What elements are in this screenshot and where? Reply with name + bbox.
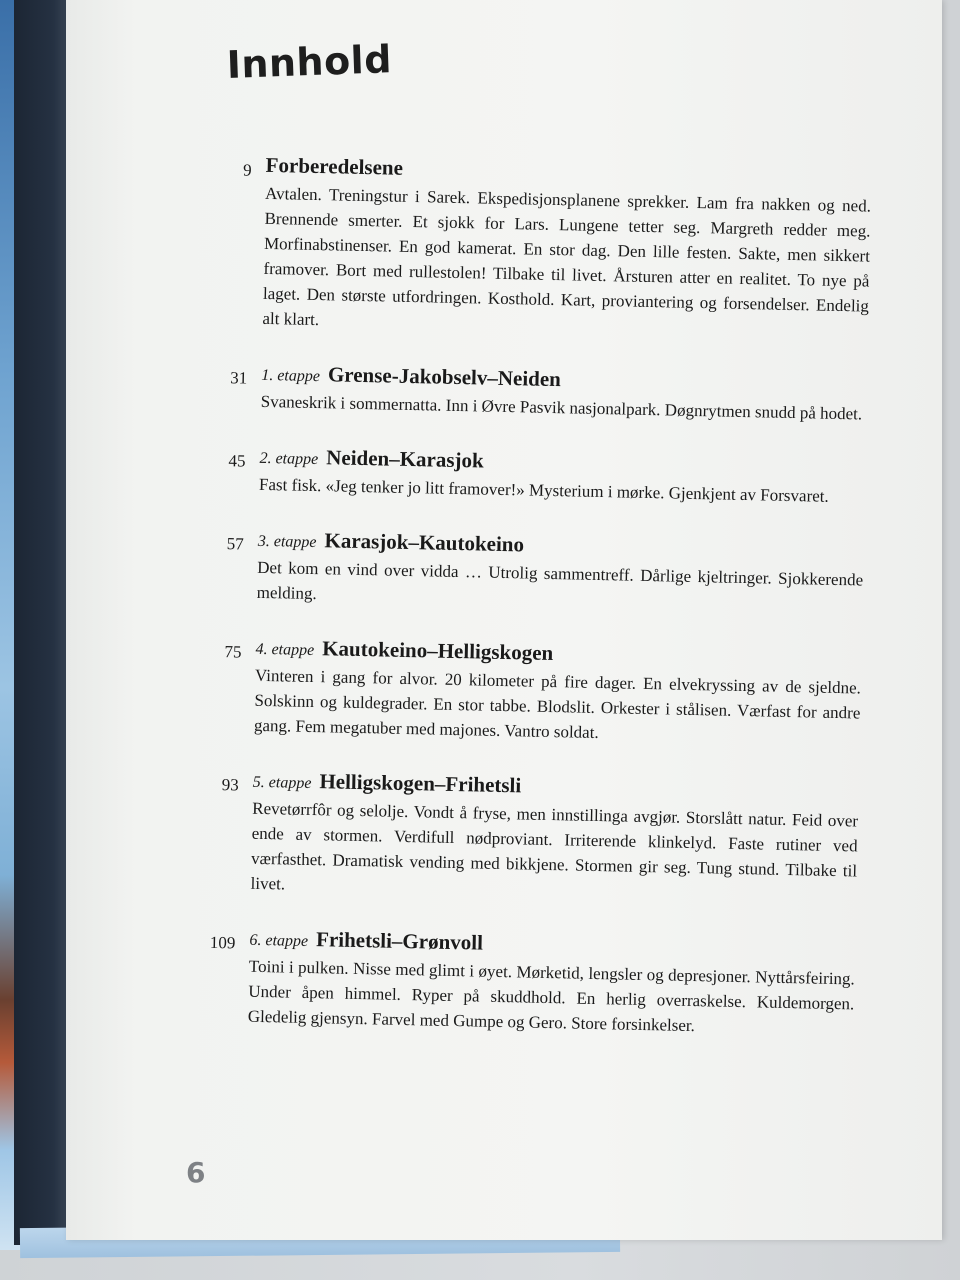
toc-description: Avtalen. Treningstur i Sarek. Ekspedisjonsplanene sprekker. Lam fra nakken og ned. Brennende smerter. Et sjokk for Lars. Lungene tetter seg. Margreth redder meg. Morfinabstinenser. En god kamerat. En stor dag. Den lille festen. Sakte, men sikkert framover. Bort med rullestolen! Tilbake til livet. Årsturen atter en realitet. To nye på laget. Den største utfordringen. Kosthold. Kart, proviantering og forsendelser. Endelig alt klart.	[262, 183, 872, 330]
toc-description: Svaneskrik i sommernatta. Inn i Øvre Pasvik nasjonalpark. Døgnrytmen snudd på hodet.	[260, 391, 863, 424]
toc-titles	[259, 444, 484, 474]
toc-page-number: 45	[228, 451, 246, 471]
toc-entry	[216, 358, 877, 427]
toc-description: Fast fisk. «Jeg tenker jo litt framover!» Mysterium i mørke. Gjenkjent av Forsvaret.	[258, 474, 829, 506]
toc-stage-label: 3. etappe	[257, 532, 317, 552]
toc-titles	[258, 527, 525, 558]
page-heading: Innhold	[226, 37, 393, 88]
toc-title: Karasjok–Kautokeino	[324, 528, 525, 557]
toc-title: Frihetsli–Grønvoll	[315, 927, 484, 955]
toc-page-number: 109	[209, 932, 236, 953]
toc-title: Kautokeino–Helligskogen	[321, 636, 554, 666]
toc-stage-label: 5. etappe	[252, 773, 312, 793]
toc-page-number: 57	[226, 534, 244, 554]
toc-titles	[249, 926, 483, 956]
toc-description: Revetørrfôr og selolje. Vondt å fryse, men innstillinga avgjør. Storslått natur. Feid over ende av stormen. Verdifull nødproviant. Irriterende klinkelyd. Faste rutiner ved værfasthet. Dramatisk vending med bikkjene. Stormen gir seg. Tung stund. Tilbake til livet.	[250, 798, 859, 894]
toc-stage-label: 6. etappe	[249, 931, 309, 950]
toc-entry	[206, 765, 869, 909]
toc-entry	[212, 524, 874, 618]
toc-description: Vinteren i gang for alvor. 20 kilometer på fire dager. En elvekryssing av de sjeldne. Solskinn og kuldegrader. En stor tabbe. Blodslit. Orkester i stålisen. Værfast for andre gang. Fem megatuber med majones. Vantro soldat.	[253, 665, 862, 743]
toc-titles	[261, 361, 561, 392]
toc-title: Forberedelsene	[265, 152, 404, 180]
toc-page-number: 31	[230, 368, 248, 388]
toc-stage-label: 2. etappe	[259, 449, 319, 469]
page-folio-number: 6	[186, 1156, 206, 1189]
toc-entry	[210, 632, 872, 751]
toc-titles	[255, 635, 553, 666]
toc-page-number: 93	[221, 775, 239, 795]
toc-entry	[204, 923, 866, 1042]
toc-description: Det kom en vind over vidda … Utrolig sammentreff. Dårlige kjeltringer. Sjokkerende melding.	[256, 557, 864, 604]
table-of-contents	[203, 150, 882, 1070]
toc-entry	[218, 150, 882, 344]
toc-title: Helligskogen–Frihetsli	[319, 769, 522, 798]
toc-description: Toini i pulken. Nisse med glimt i øyet. Mørketid, lengsler og depresjoner. Nyttårsfeiring. Under åpen himmel. Ryper på skuddhold. En herlig overraskelse. Kuldemorgen. Gledelig gjensyn. Farvel med Gumpe og Gero. Store forsinkelser.	[247, 956, 855, 1036]
toc-title: Neiden–Karasjok	[325, 445, 484, 473]
book-spine	[14, 0, 70, 1245]
toc-titles	[265, 153, 403, 181]
toc-page-number: 75	[224, 642, 242, 662]
toc-title: Grense-Jakobselv–Neiden	[327, 362, 562, 392]
toc-titles	[253, 768, 522, 799]
toc-page-number: 9	[242, 160, 252, 180]
toc-entry	[215, 441, 876, 510]
toc-stage-label: 4. etappe	[255, 640, 315, 660]
toc-stage-label: 1. etappe	[261, 366, 321, 386]
